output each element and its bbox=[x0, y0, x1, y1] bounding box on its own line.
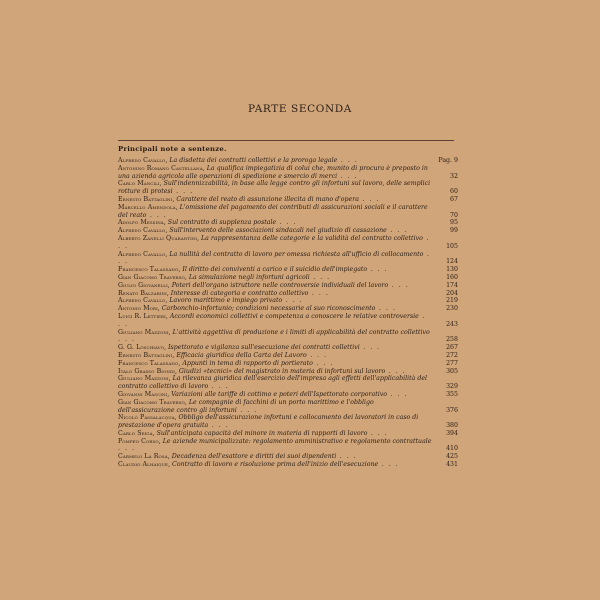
toc-entry-text: Alberto Zanelli Quarantini, La rappresentanza delle categorie e la validità del contratto collettivo . . . bbox=[118, 234, 430, 250]
toc-title: L'omissione del pagamento dei contributi di assicurazioni sociali e il carattere del reato bbox=[118, 203, 428, 219]
toc-author: Pompeo Corso bbox=[118, 437, 159, 445]
toc-author: Nicolò Passalacqua bbox=[118, 414, 175, 422]
toc-title: Accordi economici collettivi e competenza a conoscere le relative controversie bbox=[169, 312, 419, 320]
toc-author: Adolfo Messina bbox=[118, 219, 164, 227]
toc-entry bbox=[118, 290, 458, 298]
toc-entry bbox=[118, 344, 458, 352]
toc-author: Gian Giacomo Traverso bbox=[118, 273, 185, 281]
toc-page-number: 243 bbox=[446, 320, 458, 328]
toc-page-number: 425 bbox=[446, 453, 458, 461]
toc-author: Alfredo Cavallo bbox=[118, 227, 166, 235]
toc-page-number: 431 bbox=[446, 461, 458, 469]
toc-title: Ispettorato e vigilanza sull'esecuzione dei contratti collettivi bbox=[168, 344, 360, 352]
toc-author: Alfredo Cavallo bbox=[118, 157, 166, 164]
toc-entry-text: Ernesto Battaglini, Efficacia giuridica della Carta del Lavoro . . . bbox=[118, 351, 328, 359]
toc-entry-text: Alfredo Cavallo, Sull'intervento delle associazioni sindacali nel giudizio di cassazione . . . bbox=[118, 227, 408, 235]
toc-page-number: 272 bbox=[446, 351, 458, 359]
toc-entry bbox=[118, 157, 458, 165]
toc-entry bbox=[118, 391, 458, 399]
toc-leader-dots: . . . bbox=[336, 453, 358, 461]
table-of-contents bbox=[118, 157, 458, 469]
toc-leader-dots: . . . bbox=[236, 406, 258, 414]
toc-title: Sull'anticipata capacità del minore in materia di rapporti di lavoro bbox=[156, 429, 368, 437]
toc-author: Francesco Talassano bbox=[118, 359, 179, 367]
toc-page-number: 124 bbox=[446, 258, 458, 266]
toc-page-number: 355 bbox=[446, 390, 458, 398]
toc-entry-text: Italo Grasso Biondi, Giudizi «tecnici» del magistrato in materia di infortuni sul lavoro . . . bbox=[118, 367, 407, 375]
toc-entry bbox=[118, 453, 458, 461]
toc-page-number: 329 bbox=[446, 383, 458, 391]
toc-leader-dots: . . . bbox=[208, 422, 230, 430]
toc-author: Carmelo La Rosa bbox=[118, 453, 168, 461]
toc-author: Claudio Alhaique bbox=[118, 461, 169, 469]
toc-author: Giovanni Mascini bbox=[118, 390, 168, 398]
toc-author: Giuliano Mazzoni bbox=[118, 328, 169, 336]
toc-leader-dots: . . . bbox=[308, 289, 330, 297]
toc-title: La disdetta dei contratti collettivi e la proroga legale bbox=[169, 157, 338, 164]
toc-title: Le compagnie di facchini di un porto marittimo e l'obbligo dell'assicurazione contro gli infortuni bbox=[118, 398, 374, 414]
toc-title: Il diritto dei conviventi a carico e il suicidio dell'impiegato bbox=[182, 266, 368, 274]
toc-entry-text: Gian Giacomo Traverso, Le compagnie di facchini di un porto marittimo e l'obbligo dell'assicurazione contro gli infortuni . . . bbox=[118, 398, 374, 414]
toc-page-number: 60 bbox=[450, 188, 458, 196]
toc-entry-text: Carmelo La Rosa, Decadenza dell'esattore e diritti dei suoi dipendenti . . . bbox=[118, 453, 358, 461]
toc-entry-text: Nicolò Passalacqua, Obbligo dell'assicurazione infortuni e collocamento dei lavoratori in caso di prestazione d'opera gratuita . . . bbox=[118, 414, 419, 430]
toc-page-number: 219 bbox=[446, 297, 458, 305]
toc-author: Alberto Zanelli Quarantini bbox=[118, 234, 198, 242]
toc-page-number: 410 bbox=[446, 445, 458, 453]
toc-entry bbox=[118, 352, 458, 360]
toc-entry bbox=[118, 329, 458, 345]
toc-author: G. G. Loschiavo bbox=[118, 344, 165, 352]
toc-title: Carattere del reato di assunzione illecita di mano d'opera bbox=[176, 195, 359, 203]
toc-leader-dots: . . . bbox=[172, 188, 194, 196]
toc-title: Lavoro marittimo e impiego privato bbox=[169, 297, 283, 305]
toc-title: La simulazione negli infortuni agricoli bbox=[188, 273, 310, 281]
toc-entry bbox=[118, 266, 458, 274]
toc-title: Interesse di categoria e contratto collettivo bbox=[170, 289, 309, 297]
toc-page-number: 174 bbox=[446, 281, 458, 289]
toc-page-number: 99 bbox=[450, 227, 458, 235]
toc-page-number: 376 bbox=[446, 406, 458, 414]
toc-entry bbox=[118, 414, 458, 430]
toc-page-number: 160 bbox=[446, 273, 458, 281]
toc-author: Marcello Amendola bbox=[118, 203, 176, 211]
toc-leader-dots: . . . bbox=[276, 219, 298, 227]
toc-entry bbox=[118, 219, 458, 227]
toc-entry bbox=[118, 274, 458, 282]
toc-title: Variazioni alle tariffe di cottimo e poteri dell'Ispettorato corporativo bbox=[171, 390, 388, 398]
toc-entry bbox=[118, 251, 458, 267]
toc-page-number: Pag. 9 bbox=[438, 157, 458, 164]
toc-author: Italo Grasso Biondi bbox=[118, 367, 175, 375]
toc-title: Decadenza dell'esattore e diritti dei suoi dipendenti bbox=[171, 453, 337, 461]
toc-page-number: 70 bbox=[450, 211, 458, 219]
toc-entry-text: Giulio Giovanelli, Poteri dell'organo istruttore nelle controversie individuali del lavoro . . . bbox=[118, 281, 410, 289]
toc-leader-dots: . . . bbox=[312, 359, 334, 367]
toc-author: Alfredo Cavallo bbox=[118, 297, 166, 305]
toc-entry bbox=[118, 227, 458, 235]
toc-entry bbox=[118, 313, 458, 329]
toc-entry bbox=[118, 204, 458, 220]
toc-title: Carbonchio-infortunio; condizioni necessarie al suo riconoscimento bbox=[161, 305, 376, 313]
toc-author: Giuliano Mazzoni bbox=[118, 375, 169, 383]
toc-page-number: 230 bbox=[446, 305, 458, 313]
toc-entry bbox=[118, 360, 458, 368]
toc-title: L'attività aggettiva di produzione e i limiti di applicabilità del contratto collettivo bbox=[172, 328, 430, 336]
toc-title: Le aziende municipalizzate: regolamento amministrativo e regolamento contrattuale bbox=[162, 437, 432, 445]
toc-entry-text: G. G. Loschiavo, Ispettorato e vigilanza sull'esecuzione dei contratti collettivi . . . bbox=[118, 344, 381, 352]
toc-entry bbox=[118, 399, 458, 415]
toc-page-number: 394 bbox=[446, 429, 458, 437]
toc-entry-text: Francesco Talassano, Appunti in tema di rapporto di portierato . . . bbox=[118, 359, 334, 367]
toc-leader-dots: . . . bbox=[385, 367, 407, 375]
toc-entry-text: Carlo Seiga, Sull'anticipata capacità del minore in materia di rapporti di lavoro . . . bbox=[118, 429, 389, 437]
toc-title: Contratto di lavoro e risoluzione prima dell'inizio dell'esecuzione bbox=[172, 461, 379, 469]
toc-leader-dots: . . . bbox=[337, 157, 359, 164]
toc-author: Luigi R. Lettieri bbox=[118, 312, 166, 320]
toc-leader-dots: . . . bbox=[208, 383, 230, 391]
toc-leader-dots: . . . bbox=[337, 172, 358, 180]
toc-entry-text: Gian Giacomo Traverso, La simulazione negli infortuni agricoli . . . bbox=[118, 273, 331, 281]
toc-title: La rappresentanza delle categorie e la validità del contratto collettivo bbox=[201, 234, 423, 242]
toc-entry-text: Carlo Mancili, Sull'indennizzabilità, in base alla legge contro gli infortuni sul lavoro, delle semplici rotture di protesi . . . bbox=[118, 180, 431, 196]
toc-entry-text: Adolfo Messina, Sul contratto di supplenza postale . . . bbox=[118, 219, 298, 227]
toc-entry-text: Giovanni Mascini, Variazioni alle tariffe di cottimo e poteri dell'Ispettorato corporativo . . . bbox=[118, 390, 408, 398]
toc-leader-dots: . . . bbox=[386, 227, 408, 235]
toc-entry bbox=[118, 461, 458, 469]
toc-leader-dots: . . . bbox=[118, 234, 430, 250]
toc-leader-dots: . . . bbox=[118, 336, 136, 344]
toc-author: Alfredo Cavallo bbox=[118, 250, 166, 258]
toc-page-number: 130 bbox=[446, 266, 458, 274]
toc-title: La nullità del contratto di lavoro per omessa richiesta all'ufficio di collocamento bbox=[169, 250, 424, 258]
toc-entry-text: Marcello Amendola, L'omissione del pagamento dei contributi di assicurazioni sociali e il carattere del reato . . . bbox=[118, 203, 428, 219]
toc-author: Antonio Mori bbox=[118, 305, 158, 313]
toc-author: Carlo Seiga bbox=[118, 429, 153, 437]
toc-entry-text: Renato Balzarini, Interesse di categoria e contratto collettivo . . . bbox=[118, 289, 330, 297]
toc-page-number: 105 bbox=[446, 242, 458, 250]
toc-entry-text: Giuliano Mazzoni, L'attività aggettiva di produzione e i limiti di applicabilità del contratto collettivo . . . bbox=[118, 328, 430, 344]
toc-entry bbox=[118, 438, 458, 454]
toc-author: Gian Giacomo Traverso bbox=[118, 398, 185, 406]
toc-leader-dots: . . . bbox=[378, 461, 400, 469]
toc-page-number: 380 bbox=[446, 422, 458, 430]
toc-leader-dots: . . . bbox=[359, 344, 381, 352]
toc-title: Poteri dell'organo istruttore nelle controversie individuali del lavoro bbox=[171, 281, 389, 289]
toc-leader-dots: . . . bbox=[387, 390, 408, 398]
toc-entry-text: Giuliano Mazzoni, La rilevanza giuridica dell'esercizio dell'impresa agli effetti dell'applicabilità del contratto collettivo di lavoro . . . bbox=[118, 375, 428, 391]
toc-leader-dots: . . . bbox=[306, 351, 328, 359]
toc-title: Obbligo dell'assicurazione infortuni e collocamento dei lavoratori in caso di prestazione d'opera gratuita bbox=[118, 414, 419, 430]
toc-page-number: 305 bbox=[446, 367, 458, 375]
toc-entry bbox=[118, 430, 458, 438]
toc-entry-text: Pompeo Corso, Le aziende municipalizzate: regolamento amministrativo e regolamento contrattuale . . . bbox=[118, 437, 432, 453]
toc-author: Carlo Mancili bbox=[118, 180, 160, 188]
toc-title: Sull'indennizzabilità, in base alla legge contro gli infortuni sul lavoro, delle semplici rotture di protesi bbox=[118, 180, 431, 196]
toc-entry-text: Alfredo Cavallo, La nullità del contratto di lavoro per omessa richiesta all'ufficio di collocamento . . . bbox=[118, 250, 431, 266]
toc-entry-text: Antonio Mori, Carbonchio-infortunio; condizioni necessarie al suo riconoscimento . . . bbox=[118, 305, 397, 313]
toc-entry-text: Francesco Talassano, Il diritto dei conviventi a carico e il suicidio dell'impiegato . . . bbox=[118, 266, 389, 274]
toc-entry-text: Alfredo Cavallo, Lavoro marittimo e impiego privato . . . bbox=[118, 297, 304, 305]
toc-page-number: 204 bbox=[446, 289, 458, 297]
toc-page-number: 277 bbox=[446, 359, 458, 367]
toc-page-number: 267 bbox=[446, 344, 458, 352]
toc-leader-dots: . . . bbox=[367, 429, 389, 437]
toc-entry bbox=[118, 196, 458, 204]
toc-leader-dots: . . . bbox=[358, 195, 380, 203]
toc-leader-dots: . . . bbox=[282, 297, 304, 305]
toc-title: Appunti in tema di rapporto di portierato bbox=[182, 359, 313, 367]
toc-author: Giulio Giovanelli bbox=[118, 281, 168, 289]
toc-entry bbox=[118, 305, 458, 313]
section-heading: Principali note a sentenze. bbox=[118, 145, 227, 153]
toc-author: Ernesto Battaglini bbox=[118, 351, 173, 359]
toc-entry-text: Luigi R. Lettieri, Accordi economici collettivi e competenza a conoscere le relative controversie . . . bbox=[118, 312, 426, 328]
toc-entry-text: Ernesto Battaglini, Carattere del reato di assunzione illecita di mano d'opera . . . bbox=[118, 195, 380, 203]
toc-leader-dots: . . . bbox=[118, 312, 426, 328]
toc-entry bbox=[118, 297, 458, 305]
toc-leader-dots: . . . bbox=[146, 211, 168, 219]
toc-author: Antonino Romano Castellana bbox=[118, 164, 203, 172]
toc-leader-dots: . . . bbox=[309, 273, 331, 281]
toc-entry bbox=[118, 235, 458, 251]
toc-entry-text: Alfredo Cavallo, La disdetta dei contratti collettivi e la proroga legale . . . bbox=[118, 157, 359, 164]
toc-title: La qualifica impiegatizia di colui che, munito di procura è preposto in una azienda agricola alle operazioni di spedizione e smercio di merci bbox=[118, 164, 428, 180]
toc-entry bbox=[118, 165, 458, 181]
part-title: PARTE SECONDA bbox=[248, 103, 352, 115]
toc-page-number: 67 bbox=[450, 195, 458, 203]
toc-leader-dots: . . . bbox=[118, 250, 431, 266]
toc-author: Francesco Talassano bbox=[118, 266, 179, 274]
toc-entry-text: Antonino Romano Castellana, La qualifica impiegatizia di colui che, munito di procura è preposto in una azienda agricola alle operazioni di spedizione e smercio di merci . . . bbox=[118, 164, 428, 180]
toc-author: Ernesto Battaglini bbox=[118, 195, 173, 203]
toc-entry-text: Claudio Alhaique, Contratto di lavoro e risoluzione prima dell'inizio dell'esecuzione . . . bbox=[118, 461, 400, 469]
heading-rule bbox=[118, 140, 454, 141]
toc-entry bbox=[118, 180, 458, 196]
toc-leader-dots: . . . bbox=[388, 281, 410, 289]
toc-entry bbox=[118, 368, 458, 376]
toc-page-number: 32 bbox=[450, 172, 458, 180]
toc-leader-dots: . . . bbox=[367, 266, 389, 274]
toc-page-number: 95 bbox=[450, 219, 458, 227]
toc-page-number: 258 bbox=[446, 336, 458, 344]
toc-title: Sull'intervento delle associazioni sindacali nel giudizio di cassazione bbox=[169, 227, 387, 235]
toc-author: Renato Balzarini bbox=[118, 289, 167, 297]
toc-leader-dots: . . . bbox=[375, 305, 397, 313]
toc-title: Sul contratto di supplenza postale bbox=[167, 219, 277, 227]
toc-title: La rilevanza giuridica dell'esercizio dell'impresa agli effetti dell'applicabilità del contratto collettivo di lavoro bbox=[118, 375, 428, 391]
toc-entry bbox=[118, 375, 458, 391]
toc-title: Efficacia giuridica della Carta del Lavoro bbox=[176, 351, 307, 359]
toc-title: Giudizi «tecnici» del magistrato in materia di infortuni sul lavoro bbox=[178, 367, 386, 375]
toc-leader-dots: . . . bbox=[118, 445, 136, 453]
toc-entry bbox=[118, 282, 458, 290]
